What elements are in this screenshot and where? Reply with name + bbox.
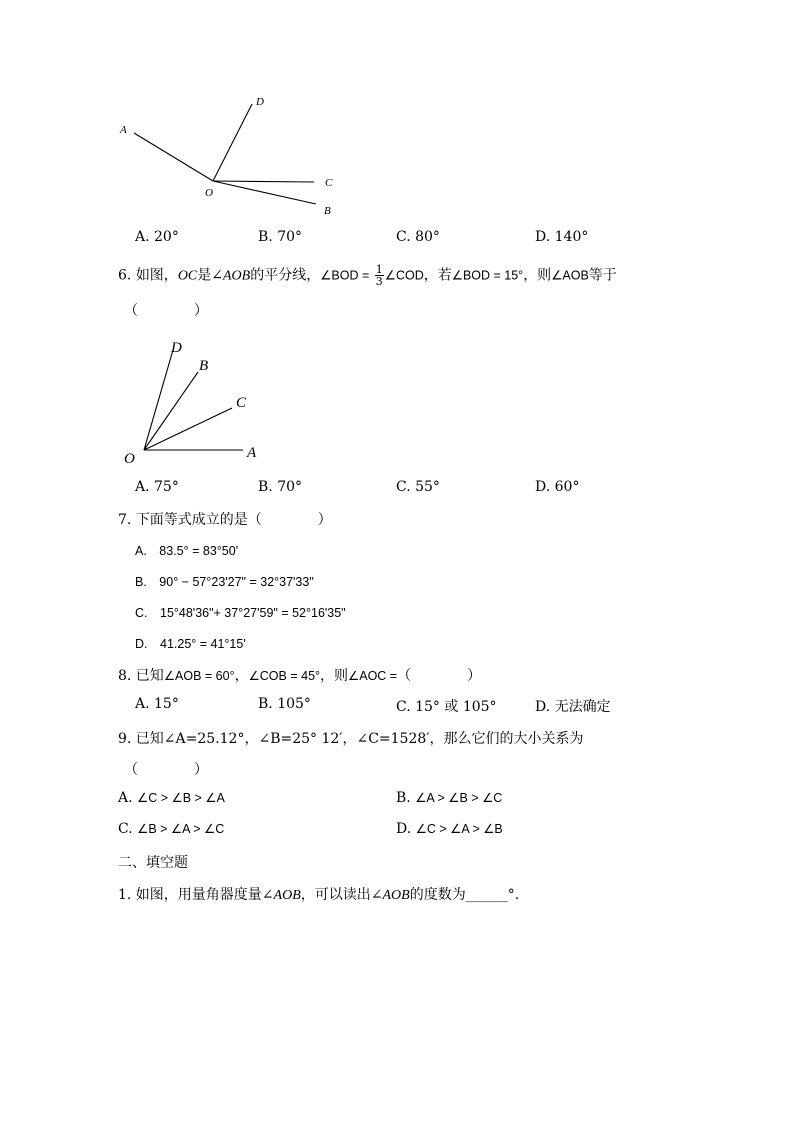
label-C: C — [236, 395, 247, 411]
label-D: D — [171, 340, 182, 356]
q8-option-c: C. 15° 或 105° — [396, 699, 497, 715]
q6-option-d: D. 60° — [535, 479, 580, 495]
q7-option-a: A. 83.5° = 83°50' — [135, 544, 239, 558]
q5-option-b: B. 70° — [258, 229, 303, 245]
q6-bod-eq: ∠BOD = — [320, 268, 370, 283]
q6-paren: （ ） — [124, 303, 208, 319]
q5-option-d: D. 140° — [535, 229, 589, 245]
label-B: B — [324, 205, 331, 217]
q9-option-d-text: ∠C > ∠A > ∠B — [415, 822, 503, 836]
q6-text4: ，若 — [423, 267, 452, 284]
q9-option-d-letter: D. — [396, 821, 412, 837]
q9-option-c-text: ∠B > ∠A > ∠C — [137, 822, 225, 836]
q8-option-d: D. 无法确定 — [535, 699, 611, 715]
q6-frac-num: 1 — [375, 263, 383, 276]
ray-OA — [134, 133, 213, 181]
q6-aob2: ∠AOB — [551, 268, 589, 283]
q6-frac-den: 3 — [375, 275, 383, 288]
q5-option-a: A. 20° — [135, 229, 179, 245]
q6-text1: 如图， — [135, 267, 178, 284]
q9-option-b-letter: B. — [396, 790, 411, 806]
q9-option-a-text: ∠C > ∠B > ∠A — [137, 791, 225, 805]
q8-option-a: A. 15° — [135, 696, 179, 712]
q6-cond: ∠BOD = 15° — [451, 268, 524, 283]
q7-option-b: B. 90° − 57°23'27" = 32°37'33" — [135, 575, 314, 589]
q8-cob: ∠COB = 45° — [248, 669, 321, 683]
q9-option-b — [396, 790, 502, 806]
q9-option-d — [396, 821, 503, 837]
ray-OD — [213, 104, 252, 181]
figure-angles-2 — [115, 332, 275, 467]
q8-stem-pre: 8. 已知 — [118, 668, 164, 684]
q6-text5: ，则 — [523, 267, 552, 284]
fill-q1 — [118, 884, 519, 904]
q9-option-c — [118, 821, 224, 837]
label-B: B — [199, 358, 209, 374]
q8-stem — [118, 665, 481, 685]
ray-OC — [213, 181, 314, 182]
q9-option-b-text: ∠A > ∠B > ∠C — [415, 791, 503, 805]
q7-stem: 7. 下面等式成立的是（ ） — [118, 512, 332, 528]
q6-option-a: A. 75° — [135, 479, 179, 495]
q8-sep: ， — [234, 668, 249, 684]
label-A: A — [120, 124, 127, 136]
fill-q1-mid: ，可以读出∠ — [300, 887, 383, 903]
q6-text6: 等于 — [588, 267, 617, 284]
label-A: A — [247, 445, 257, 461]
fill-q1-aob: AOB — [273, 888, 301, 903]
q9-option-a-letter: A. — [118, 790, 133, 806]
q9-paren: （ ） — [124, 762, 208, 778]
q6-stem — [118, 264, 617, 287]
figure-angles-1 — [110, 90, 350, 225]
q8-aoc: ∠AOC = — [348, 669, 398, 683]
label-O: O — [124, 451, 135, 467]
q6-number: 6. — [118, 267, 132, 284]
q6-text2: 是∠ — [197, 267, 223, 284]
fill-q1-post: 的度数为 — [409, 887, 466, 903]
label-D: D — [256, 96, 264, 108]
q6-option-b: B. 70° — [258, 479, 303, 495]
q7-option-c: C. 15°48'36"+ 37°27'59" = 52°16'35" — [135, 606, 346, 620]
q8-paren: （ ） — [397, 668, 482, 684]
ray-OC — [144, 408, 232, 450]
q8-option-b: B. 105° — [258, 696, 311, 712]
q6-option-c: C. 55° — [396, 479, 440, 495]
q9-option-a — [118, 790, 225, 806]
answer-blank[interactable]: ______ — [465, 887, 508, 903]
fill-q1-aob2: AOB — [382, 888, 410, 903]
label-C: C — [325, 177, 333, 189]
q8-aob: ∠AOB = 60° — [163, 669, 235, 683]
ray-OB — [213, 181, 316, 204]
q9-option-c-letter: C. — [118, 821, 133, 837]
ray-OD — [144, 350, 173, 450]
ray-OB — [144, 372, 198, 450]
q6-text3: 的平分线， — [250, 267, 321, 284]
q6-fraction — [375, 264, 384, 287]
q6-cod: ∠COD — [384, 268, 424, 283]
q6-aob: AOB — [223, 268, 251, 284]
fill-q1-end: °. — [507, 887, 520, 903]
fill-q1-pre: 1. 如图，用量角器度量∠ — [118, 887, 274, 903]
q9-stem: 9. 已知∠A=25.12°，∠B=25° 12′，∠C=1528′，那么它们的大小关系为 — [118, 731, 584, 747]
q6-oc: OC — [177, 268, 198, 284]
q7-option-d: D. 41.25° = 41°15' — [135, 637, 246, 651]
q8-then: ，则 — [320, 668, 349, 684]
section-title: 二、填空题 — [118, 855, 188, 871]
q5-option-c: C. 80° — [396, 229, 440, 245]
label-O: O — [205, 187, 213, 199]
